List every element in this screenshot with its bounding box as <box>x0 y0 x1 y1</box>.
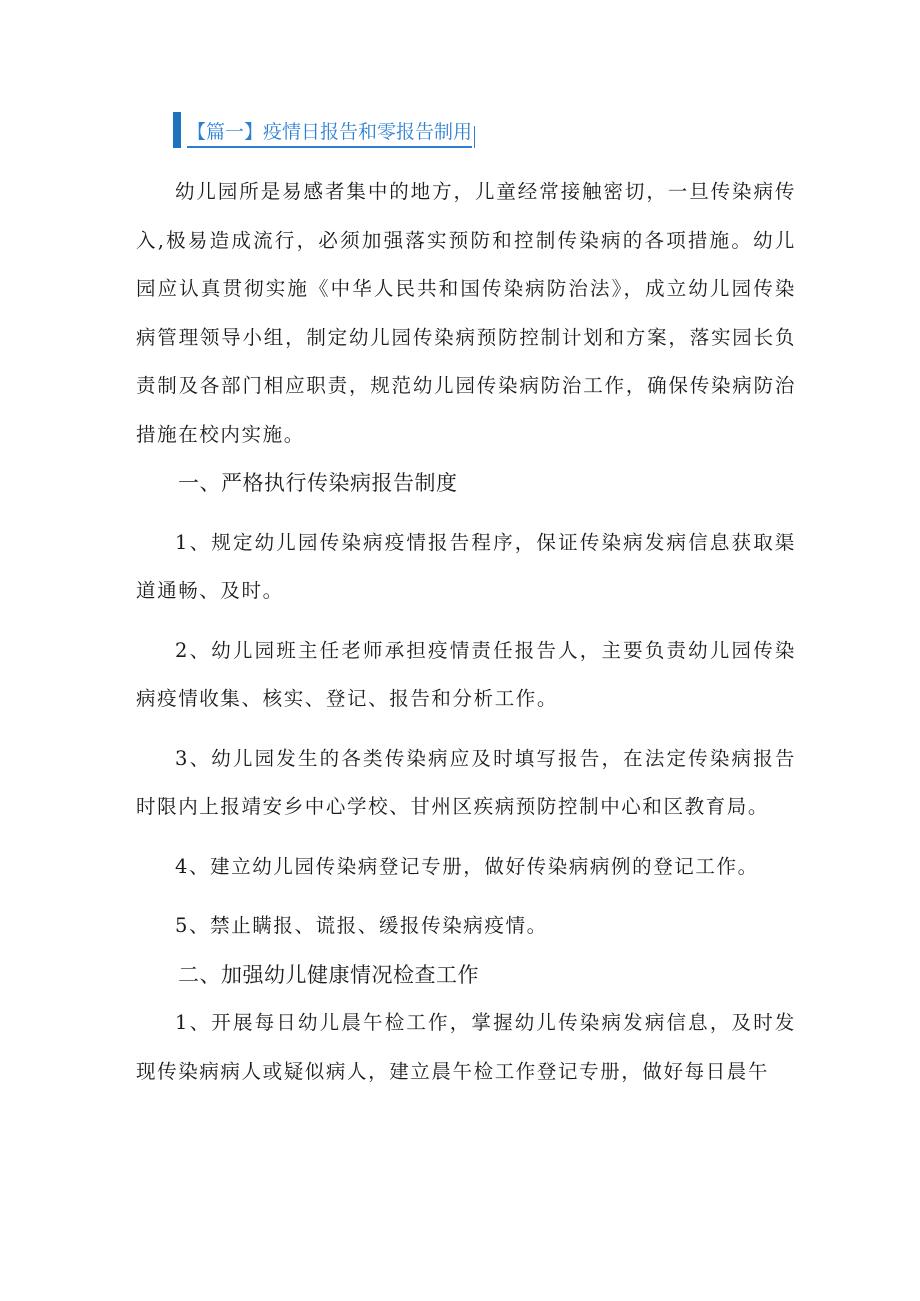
title-link[interactable]: 【篇一】疫情日报告和零报告制用 <box>187 120 472 148</box>
section-1-item-3: 3、幼儿园发生的各类传染病应及时填写报告，在法定传染病报告时限内上报靖安乡中心学校、甘州区疾病预防控制中心和区教育局。 <box>136 746 796 818</box>
section-2-heading: 二、加强幼儿健康情况检查工作 <box>178 962 479 987</box>
intro-paragraph: 幼儿园所是易感者集中的地方，儿童经常接触密切，一旦传染病传入,极易造成流行，必须加强落实预防和控制传染病的各项措施。幼儿园应认真贯彻实施《中华人民共和国传染病防治法》，成立幼儿园传染病管理领导小组，制定幼儿园传染病预防控制计划和方案，落实园长负责制及各部门相应职责，规范幼儿园传染病防治工作，确保传染病防治措施在校内实施。 <box>136 180 796 446</box>
section-2-item-1: 1、开展每日幼儿晨午检工作，掌握幼儿传染病发病信息，及时发现传染病病人或疑似病人，建立晨午检工作登记专册，做好每日晨午 <box>136 1011 796 1083</box>
text-cursor <box>474 126 475 148</box>
document-body <box>136 168 796 1096</box>
title-accent-bar <box>173 112 181 148</box>
section-1-item-4: 4、建立幼儿园传染病登记专册，做好传染病病例的登记工作。 <box>175 854 759 878</box>
section-1-item-5: 5、禁止瞒报、谎报、缓报传染病疫情。 <box>175 914 548 937</box>
section-1-item-1: 1、规定幼儿园传染病疫情报告程序，保证传染病发病信息获取渠道通畅、及时。 <box>136 530 796 602</box>
section-1-item-2: 2、幼儿园班主任老师承担疫情责任报告人，主要负责幼儿园传染病疫情收集、核实、登记、报告和分析工作。 <box>136 638 796 710</box>
document-title <box>173 104 475 148</box>
section-1-heading: 一、严格执行传染病报告制度 <box>178 471 458 495</box>
